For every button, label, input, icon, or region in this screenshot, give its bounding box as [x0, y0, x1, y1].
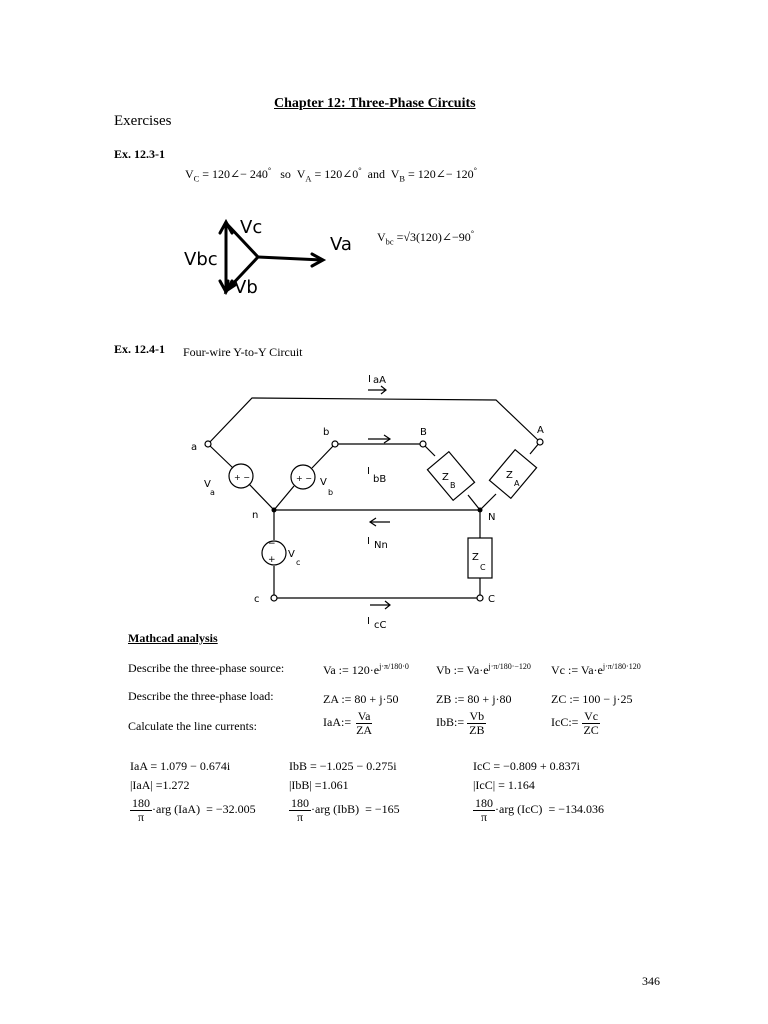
node-n-label: n [252, 510, 259, 521]
node-C-label: C [488, 594, 495, 605]
vbc-equation: $V_{bc}$ =√3(120)∠−90° [377, 229, 475, 247]
source-vc-sub: c [296, 558, 301, 567]
current-ibB-sub: bB [373, 474, 387, 485]
page-title: Chapter 12: Three-Phase Circuits [274, 96, 476, 111]
node-b-label: b [323, 427, 330, 438]
impedance-zb-sub: B [450, 481, 456, 490]
node-a-label: a [191, 442, 198, 453]
source-va-sub: a [210, 488, 215, 497]
zb-definition: ZB := 80 + j·80 [436, 692, 512, 706]
source-vb-sub: b [328, 488, 334, 497]
sketch-va-label: Va [330, 234, 352, 255]
impedance-zc-label: Z [472, 552, 479, 563]
node-B-label: B [420, 427, 427, 438]
y-y-circuit-diagram [180, 362, 570, 632]
icC-definition: IcC:= $\frac{Vc}{ZC}$ [551, 709, 599, 737]
za-definition: ZA := 80 + j·50 [323, 692, 399, 706]
svg-text:+ −: + − [234, 473, 250, 482]
vb-magnitude: 120 [417, 167, 436, 181]
icC-result: IcC = −0.809 + 0.837i [473, 759, 580, 773]
iaA-result: IaA = 1.079 − 0.674i [130, 759, 231, 773]
icC-angle: $\frac{180}{\pi}$ ·arg (IcC) = −134.036 [475, 796, 604, 824]
phase-voltage-equation: $V_C$ = 120∠− 240° so $V_A$ = 120∠0° and $V_B$ = 120∠− 120° [185, 166, 477, 184]
va-definition: Va := $120\cdot e^{j\cdot\pi/180\cdot 0}$ [323, 662, 409, 677]
source-row-label: Describe the three-phase source: [128, 661, 285, 675]
vc-angle: − 240 [240, 167, 268, 181]
source-vc-label: V [288, 549, 295, 560]
phasor-sketch [180, 205, 360, 300]
impedance-za-sub: A [514, 479, 520, 488]
sketch-vb-label: Vb [234, 277, 258, 298]
node-A-label: A [537, 425, 544, 436]
vbc-value: 3(120)∠−90 [409, 230, 471, 244]
page-number: 346 [642, 974, 660, 988]
current-ibB-label: I [367, 466, 370, 477]
impedance-za-label: Z [506, 470, 513, 481]
current-iNn-sub: Nn [374, 540, 388, 551]
va-magnitude: 120 [324, 167, 343, 181]
iaA-angle: $\frac{180}{\pi}$ ·arg (IaA) = −32.005 [132, 796, 256, 824]
mathcad-heading: Mathcad analysis [128, 631, 218, 645]
svg-text:+ −: + − [296, 474, 312, 483]
vc-definition: Vc := $Va\cdot e^{j\cdot\pi/180\cdot 120}$ [551, 662, 641, 677]
iaA-definition: IaA:= $\frac{Va}{ZA}$ [323, 709, 373, 737]
impedance-zb-label: Z [442, 472, 449, 483]
va-angle: 0 [352, 167, 359, 181]
node-N-label: N [488, 512, 496, 523]
ibB-magnitude: |IbB| =1.061 [289, 778, 349, 792]
source-vb-label: V [320, 477, 327, 488]
current-icC-sub: cC [374, 620, 387, 631]
source-va-label: V [204, 479, 211, 490]
current-iaA-label: I [368, 374, 371, 385]
node-c-label: c [254, 594, 260, 605]
iaA-magnitude: |IaA| =1.272 [130, 778, 190, 792]
ibB-definition: IbB:= $\frac{Vb}{ZB}$ [436, 709, 485, 737]
current-iNn-label: I [367, 536, 370, 547]
current-iaA-sub: aA [373, 375, 386, 386]
icC-magnitude: |IcC| = 1.164 [473, 778, 535, 792]
section-heading: Exercises [114, 113, 172, 129]
svg-text:+: + [268, 555, 276, 565]
sketch-vc-label: Vc [240, 217, 263, 238]
and-word: and [367, 167, 385, 181]
ibB-angle: $\frac{180}{\pi}$ ·arg (IbB) = −165 [291, 796, 400, 824]
so-word: so [280, 167, 291, 181]
impedance-zc-sub: C [480, 563, 486, 572]
exercise-label-2: Ex. 12.4-1 [114, 342, 165, 356]
vb-definition: Vb := $Va\cdot e^{j\cdot\pi/180\cdot-120}$ [436, 662, 531, 677]
vb-angle: − 120 [445, 167, 474, 181]
exercise-label-1: Ex. 12.3-1 [114, 147, 165, 161]
ibB-result: IbB = −1.025 − 0.275i [289, 759, 397, 773]
vc-magnitude: 120 [212, 167, 231, 181]
currents-row-label: Calculate the line currents: [128, 719, 257, 733]
current-icC-label: I [367, 616, 370, 627]
svg-text:−: − [268, 539, 276, 549]
zc-definition: ZC := 100 − j·25 [551, 692, 633, 706]
circuit-subtitle: Four-wire Y-to-Y Circuit [183, 345, 303, 359]
sketch-vbc-label: Vbc [184, 249, 218, 270]
load-row-label: Describe the three-phase load: [128, 689, 274, 703]
